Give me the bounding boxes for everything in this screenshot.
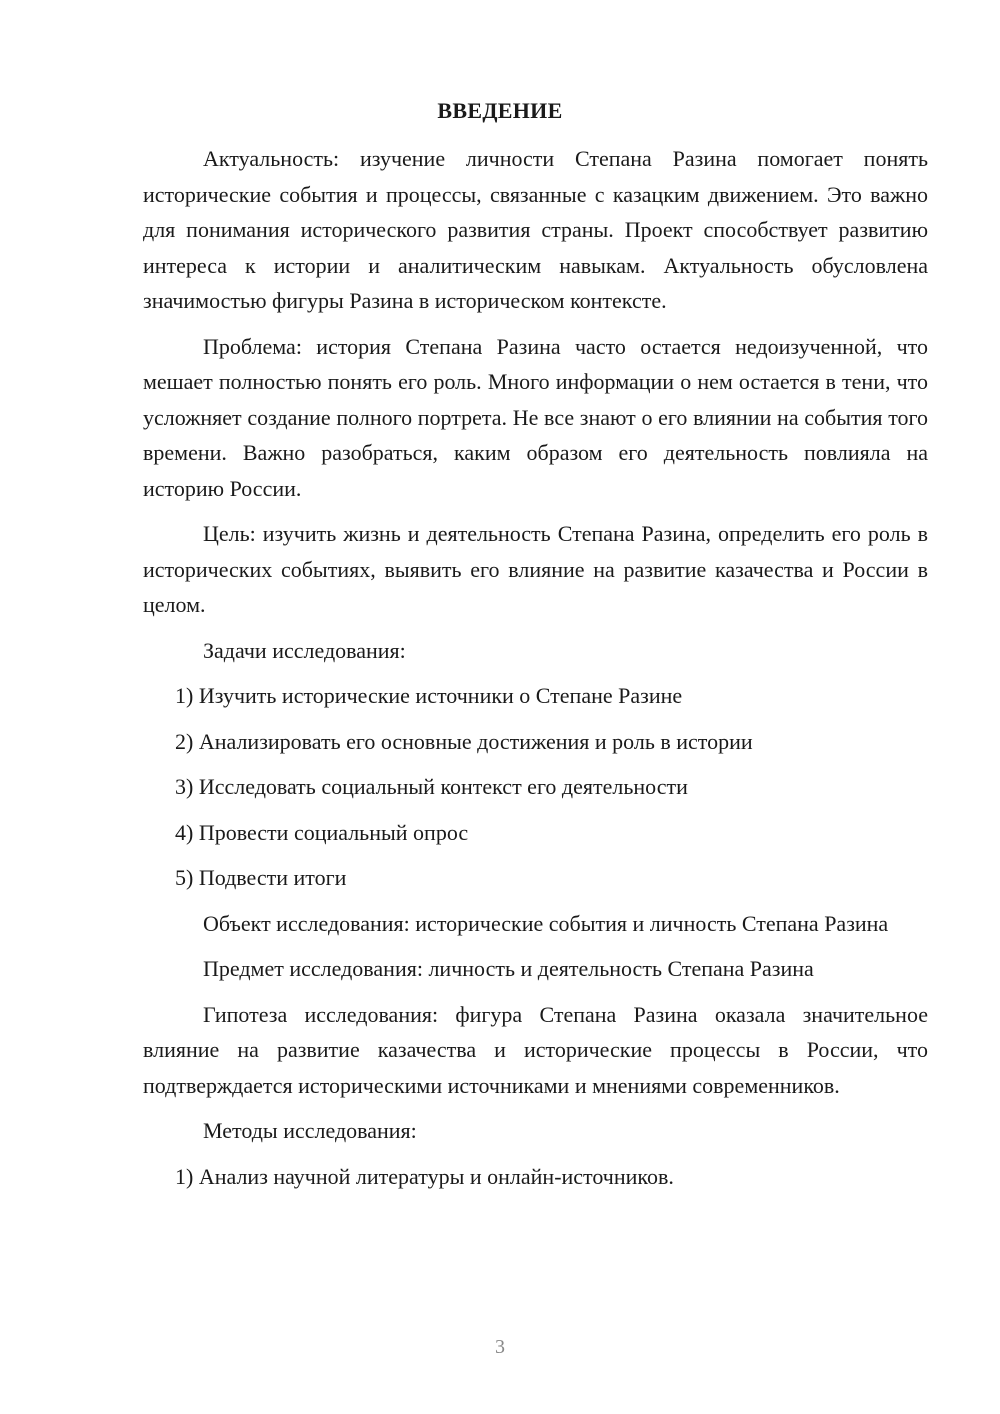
list-item: 3) Исследовать социальный контекст его деятельности: [175, 774, 688, 799]
hypothesis-paragraph: Гипотеза исследования: фигура Степана Разина оказала значительное влияние на развитие казачества и исторические процессы в России, что подтверждается историческими источниками и мнениями современников.: [143, 1001, 928, 1098]
subject-paragraph: Предмет исследования: личность и деятельность Степана Разина: [203, 956, 814, 981]
relevance-paragraph: Актуальность: изучение личности Степана Разина помогает понять исторические события и процессы, связанные с казацким движением. Это важно для понимания исторического развития страны. Проект способствует развитию интереса к истории и аналитическим навыкам. Актуальность обусловлена значимостью фигуры Разина в историческом контексте.: [143, 146, 928, 313]
list-item: 4) Провести социальный опрос: [175, 819, 469, 845]
tasks-heading: Задачи исследования:: [203, 637, 406, 663]
page-title: ВВЕДЕНИЕ: [437, 98, 563, 123]
goal-paragraph: Цель: изучить жизнь и деятельность Степана Разина, определить его роль в исторических событиях, выявить его влияние на развитие казачества и России в целом.: [143, 521, 928, 617]
list-item: 5) Подвести итоги: [175, 865, 347, 890]
list-item: 2) Анализировать его основные достижения и роль в истории: [175, 728, 753, 754]
problem-paragraph: Проблема: история Степана Разина часто остается недоизученной, что мешает полностью понять его роль. Много информации о нем остается в тени, что усложняет создание полного портрета. Не все знают о его влиянии на события того времени. Важно разобраться, каким образом его деятельность повлияла на историю России.: [143, 333, 928, 501]
page-number: 3: [495, 1336, 505, 1358]
object-paragraph: Объект исследования: исторические события и личность Степана Разина: [203, 910, 889, 936]
list-item: 1) Анализ научной литературы и онлайн-источников.: [175, 1163, 674, 1189]
methods-heading: Методы исследования:: [203, 1118, 417, 1143]
document-body: [143, 141, 928, 1204]
list-item: 1) Изучить исторические источники о Степане Разине: [175, 683, 683, 708]
